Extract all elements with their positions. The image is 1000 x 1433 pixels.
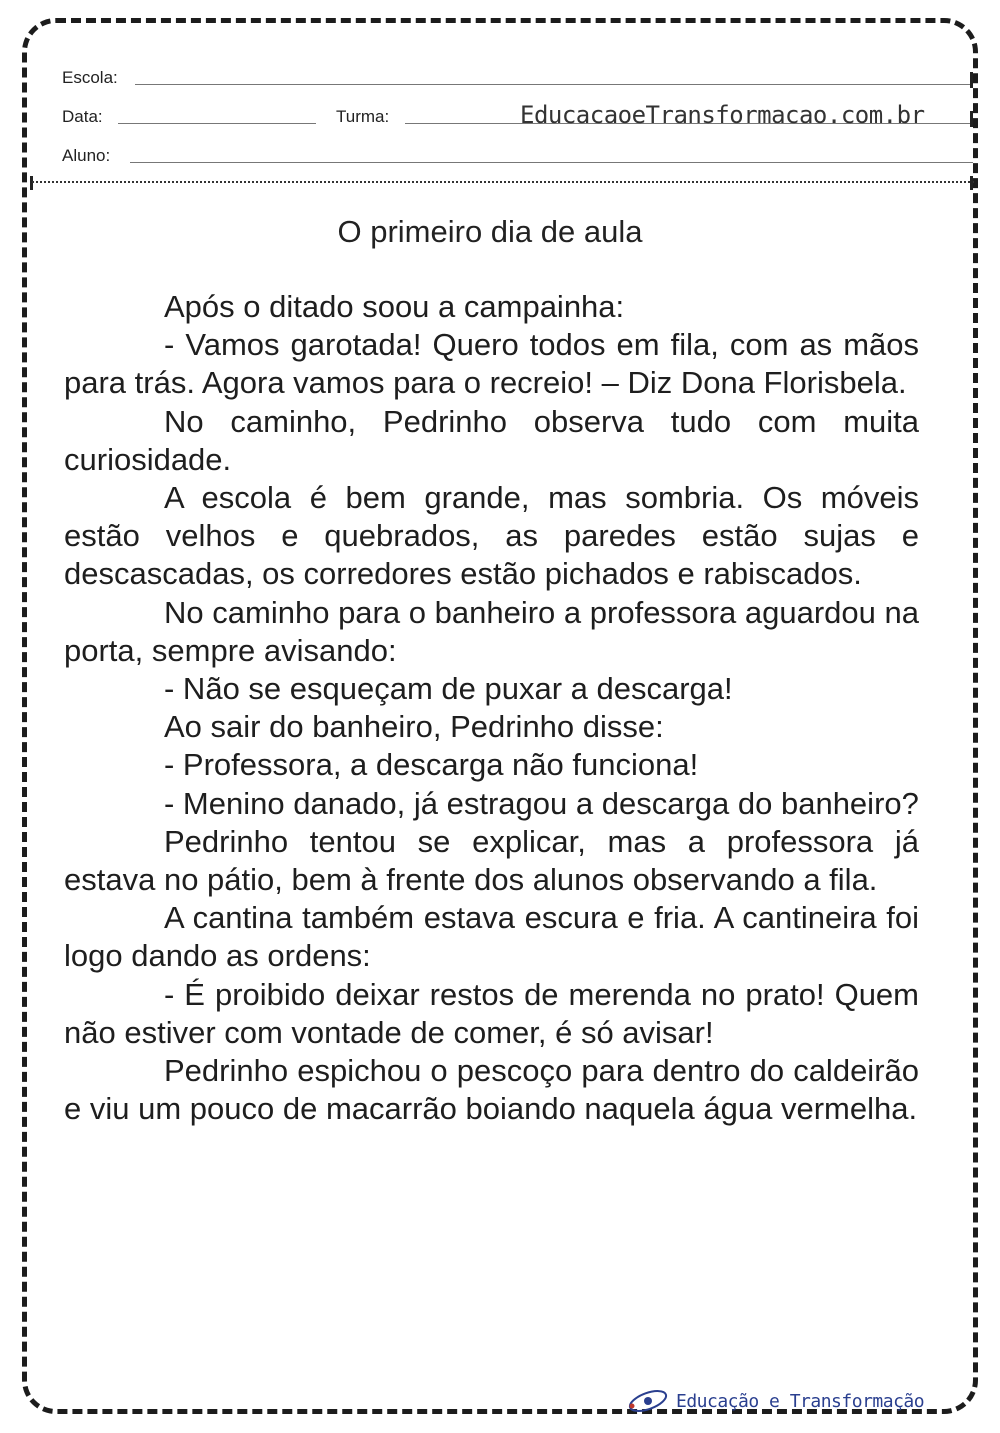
date-field-line[interactable] (118, 123, 316, 124)
story-paragraph: Pedrinho tentou se explicar, mas a professora já estava no pátio, bem à frente dos alunos observando a fila. (64, 823, 919, 898)
class-label: Turma: (336, 107, 390, 126)
story-paragraph: A escola é bem grande, mas sombria. Os móveis estão velhos e quebrados, as paredes estão sujas e descascadas, os corredores estão pichados e rabiscados. (64, 480, 919, 592)
story-title: O primeiro dia de aula (337, 214, 643, 249)
orbit-logo-icon (626, 1384, 670, 1418)
story-paragraph: Pedrinho espichou o pescoço para dentro do caldeirão e viu um pouco de macarrão boiando naquela água vermelha. (64, 1053, 919, 1127)
student-label: Aluno: (62, 146, 111, 165)
header-separator (32, 181, 974, 183)
story-paragraph: No caminho, Pedrinho observa tudo com muita curiosidade. (64, 403, 919, 477)
story-paragraph: Ao sair do banheiro, Pedrinho disse: (164, 709, 664, 745)
story-paragraph: - É proibido deixar restos de merenda no prato! Quem não estiver com vontade de comer, é só avisar! (64, 976, 919, 1050)
story-paragraph: Após o ditado soou a campainha: (164, 289, 625, 324)
school-label: Escola: (62, 68, 118, 87)
separator-tick-left (30, 176, 33, 190)
footer-logo (626, 1384, 924, 1418)
student-field-line[interactable] (130, 162, 973, 163)
separator-tick-right (970, 176, 973, 190)
header-tick (970, 72, 973, 88)
footer-logo-text: Educação e Transformação (676, 1390, 925, 1412)
story-paragraph: - Vamos garotada! Quero todos em fila, com as mãos para trás. Agora vamos para o recreio! – Diz Dona Florisbela. (64, 327, 919, 401)
date-label: Data: (62, 107, 103, 126)
story-paragraph: A cantina também estava escura e fria. A cantineira foi logo dando as ordens: (64, 900, 919, 974)
header-tick (970, 111, 973, 127)
story-paragraph: - Professora, a descarga não funciona! (164, 747, 699, 783)
website-watermark: EducacaoeTransformacao.com.br (520, 101, 925, 129)
story-paragraph: No caminho para o banheiro a professora aguardou na porta, sempre avisando: (64, 594, 919, 668)
school-field-line[interactable] (135, 84, 973, 85)
story-paragraph: - Menino danado, já estragou a descarga do banheiro? (164, 785, 919, 821)
story-paragraph: - Não se esqueçam de puxar a descarga! (164, 671, 733, 707)
story-body (64, 288, 919, 1128)
